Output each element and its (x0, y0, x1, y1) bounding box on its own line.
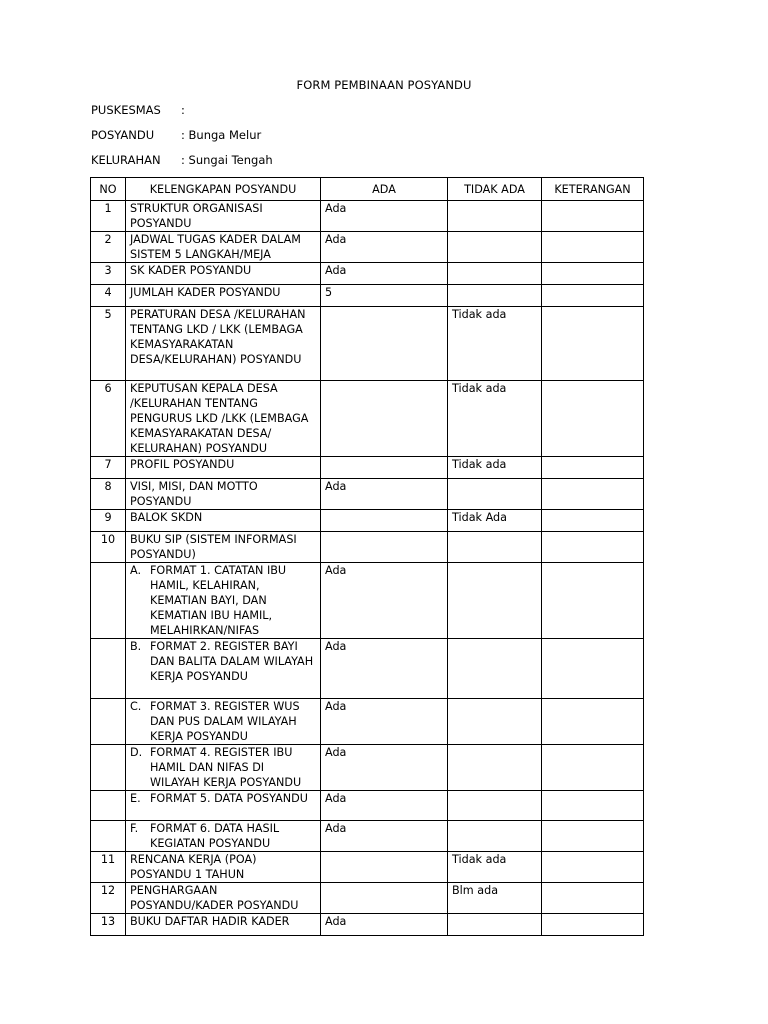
header-no: NO (91, 178, 126, 201)
info-value: : Bunga Melur (181, 128, 262, 142)
checklist-table (90, 177, 644, 936)
info-row-posyandu (91, 128, 261, 143)
info-row-puskesmas (91, 103, 185, 118)
row-ada: Ada (321, 791, 448, 821)
row-item: KEPUTUSAN KEPALA DESA /KELURAHAN TENTANG PENGURUS LKD /LKK (LEMBAGA KEMASYARAKATAN DESA/ KELURAHAN) POSYANDU (126, 381, 321, 457)
row-number: 5 (91, 307, 126, 381)
row-tidak-ada (448, 201, 542, 232)
table-row (91, 791, 644, 821)
table-row (91, 852, 644, 883)
row-keterangan (542, 232, 644, 263)
row-keterangan (542, 791, 644, 821)
row-number: 3 (91, 263, 126, 285)
row-item: JADWAL TUGAS KADER DALAM SISTEM 5 LANGKAH/MEJA (126, 232, 321, 263)
row-item (126, 791, 321, 821)
row-tidak-ada: Blm ada (448, 883, 542, 914)
row-keterangan (542, 510, 644, 532)
row-tidak-ada (448, 232, 542, 263)
row-item: PROFIL POSYANDU (126, 457, 321, 479)
row-item (126, 821, 321, 852)
sub-item-letter: D. (130, 746, 143, 759)
table-row (91, 699, 644, 745)
row-ada: 5 (321, 285, 448, 307)
info-label: POSYANDU (91, 128, 155, 142)
row-tidak-ada (448, 699, 542, 745)
row-keterangan (542, 914, 644, 936)
row-ada: Ada (321, 699, 448, 745)
row-ada (321, 381, 448, 457)
row-ada (321, 307, 448, 381)
row-keterangan (542, 479, 644, 510)
row-number (91, 745, 126, 791)
sub-item-letter: E. (130, 792, 141, 805)
row-number: 13 (91, 914, 126, 936)
row-ada: Ada (321, 821, 448, 852)
row-keterangan (542, 263, 644, 285)
row-tidak-ada (448, 263, 542, 285)
row-tidak-ada (448, 479, 542, 510)
row-number (91, 563, 126, 639)
row-ada: Ada (321, 563, 448, 639)
table-row (91, 285, 644, 307)
row-item: BALOK SKDN (126, 510, 321, 532)
row-tidak-ada: Tidak ada (448, 307, 542, 381)
row-tidak-ada (448, 914, 542, 936)
row-ada: Ada (321, 479, 448, 510)
table-row (91, 381, 644, 457)
row-keterangan (542, 699, 644, 745)
table-row (91, 532, 644, 563)
table-row (91, 479, 644, 510)
row-item: RENCANA KERJA (POA) POSYANDU 1 TAHUN (126, 852, 321, 883)
row-tidak-ada: Tidak ada (448, 381, 542, 457)
row-tidak-ada (448, 563, 542, 639)
info-value: : Sungai Tengah (181, 153, 273, 167)
header-kelengkapan: KELENGKAPAN POSYANDU (126, 178, 321, 201)
sub-item-text: FORMAT 6. DATA HASIL KEGIATAN POSYANDU (150, 822, 280, 850)
row-item: VISI, MISI, DAN MOTTO POSYANDU (126, 479, 321, 510)
row-keterangan (542, 852, 644, 883)
row-item: PENGHARGAAN POSYANDU/KADER POSYANDU (126, 883, 321, 914)
row-tidak-ada (448, 532, 542, 563)
row-ada: Ada (321, 745, 448, 791)
row-keterangan (542, 639, 644, 699)
row-number: 10 (91, 532, 126, 563)
row-keterangan (542, 563, 644, 639)
table-row (91, 201, 644, 232)
sub-item-letter: F. (130, 822, 139, 835)
sub-item-text: FORMAT 3. REGISTER WUS DAN PUS DALAM WILAYAH KERJA POSYANDU (150, 700, 300, 743)
info-value: : (181, 103, 185, 117)
row-item: SK KADER POSYANDU (126, 263, 321, 285)
row-number: 2 (91, 232, 126, 263)
row-item: BUKU SIP (SISTEM INFORMASI POSYANDU) (126, 532, 321, 563)
row-tidak-ada (448, 791, 542, 821)
row-item: PERATURAN DESA /KELURAHAN TENTANG LKD / LKK (LEMBAGA KEMASYARAKATAN DESA/KELURAHAN) POSYANDU (126, 307, 321, 381)
row-keterangan (542, 745, 644, 791)
row-tidak-ada (448, 745, 542, 791)
sub-item-text: FORMAT 2. REGISTER BAYI DAN BALITA DALAM WILAYAH KERJA POSYANDU (150, 640, 314, 683)
table-row (91, 745, 644, 791)
row-number (91, 821, 126, 852)
form-title: FORM PEMBINAAN POSYANDU (296, 78, 472, 92)
row-item (126, 745, 321, 791)
row-ada (321, 852, 448, 883)
row-number (91, 791, 126, 821)
row-keterangan (542, 457, 644, 479)
row-ada: Ada (321, 914, 448, 936)
sub-item-text: FORMAT 4. REGISTER IBU HAMIL DAN NIFAS DI WILAYAH KERJA POSYANDU (150, 746, 302, 789)
sub-item-text: FORMAT 1. CATATAN IBU HAMIL, KELAHIRAN, KEMATIAN BAYI, DAN KEMATIAN IBU HAMIL, MELAHIRKAN/NIFAS (150, 564, 287, 637)
row-tidak-ada (448, 639, 542, 699)
row-keterangan (542, 381, 644, 457)
sub-item-text: FORMAT 5. DATA POSYANDU (150, 792, 308, 805)
table-row (91, 307, 644, 381)
row-ada: Ada (321, 201, 448, 232)
table-row (91, 232, 644, 263)
table-row (91, 563, 644, 639)
row-keterangan (542, 883, 644, 914)
row-number: 6 (91, 381, 126, 457)
sub-item-letter: A. (130, 564, 142, 577)
row-keterangan (542, 532, 644, 563)
row-number: 7 (91, 457, 126, 479)
row-item: STRUKTUR ORGANISASI POSYANDU (126, 201, 321, 232)
row-number: 11 (91, 852, 126, 883)
info-label: PUSKESMAS (91, 103, 161, 117)
header-tidak-ada: TIDAK ADA (448, 178, 542, 201)
row-keterangan (542, 307, 644, 381)
row-item (126, 699, 321, 745)
table-header-row (91, 178, 644, 201)
table-row (91, 457, 644, 479)
row-keterangan (542, 201, 644, 232)
header-ada: ADA (321, 178, 448, 201)
row-ada (321, 510, 448, 532)
row-tidak-ada: Tidak Ada (448, 510, 542, 532)
row-number: 9 (91, 510, 126, 532)
row-number (91, 699, 126, 745)
row-keterangan (542, 821, 644, 852)
row-number: 12 (91, 883, 126, 914)
row-number: 1 (91, 201, 126, 232)
info-row-kelurahan (91, 153, 273, 168)
row-number: 4 (91, 285, 126, 307)
row-ada (321, 883, 448, 914)
table-row (91, 883, 644, 914)
row-tidak-ada: Tidak ada (448, 457, 542, 479)
row-item: BUKU DAFTAR HADIR KADER (126, 914, 321, 936)
sub-item-letter: B. (130, 640, 142, 653)
row-number: 8 (91, 479, 126, 510)
row-item (126, 639, 321, 699)
row-item (126, 563, 321, 639)
row-tidak-ada: Tidak ada (448, 852, 542, 883)
row-ada: Ada (321, 232, 448, 263)
info-label: KELURAHAN (91, 153, 161, 167)
row-keterangan (542, 285, 644, 307)
row-ada (321, 532, 448, 563)
table-row (91, 821, 644, 852)
row-tidak-ada (448, 821, 542, 852)
table-row (91, 639, 644, 699)
sub-item-letter: C. (130, 700, 142, 713)
row-ada: Ada (321, 639, 448, 699)
row-ada: Ada (321, 263, 448, 285)
row-ada (321, 457, 448, 479)
table-row (91, 263, 644, 285)
row-item: JUMLAH KADER POSYANDU (126, 285, 321, 307)
header-keterangan: KETERANGAN (542, 178, 644, 201)
row-tidak-ada (448, 285, 542, 307)
row-number (91, 639, 126, 699)
table-row (91, 914, 644, 936)
table-row (91, 510, 644, 532)
